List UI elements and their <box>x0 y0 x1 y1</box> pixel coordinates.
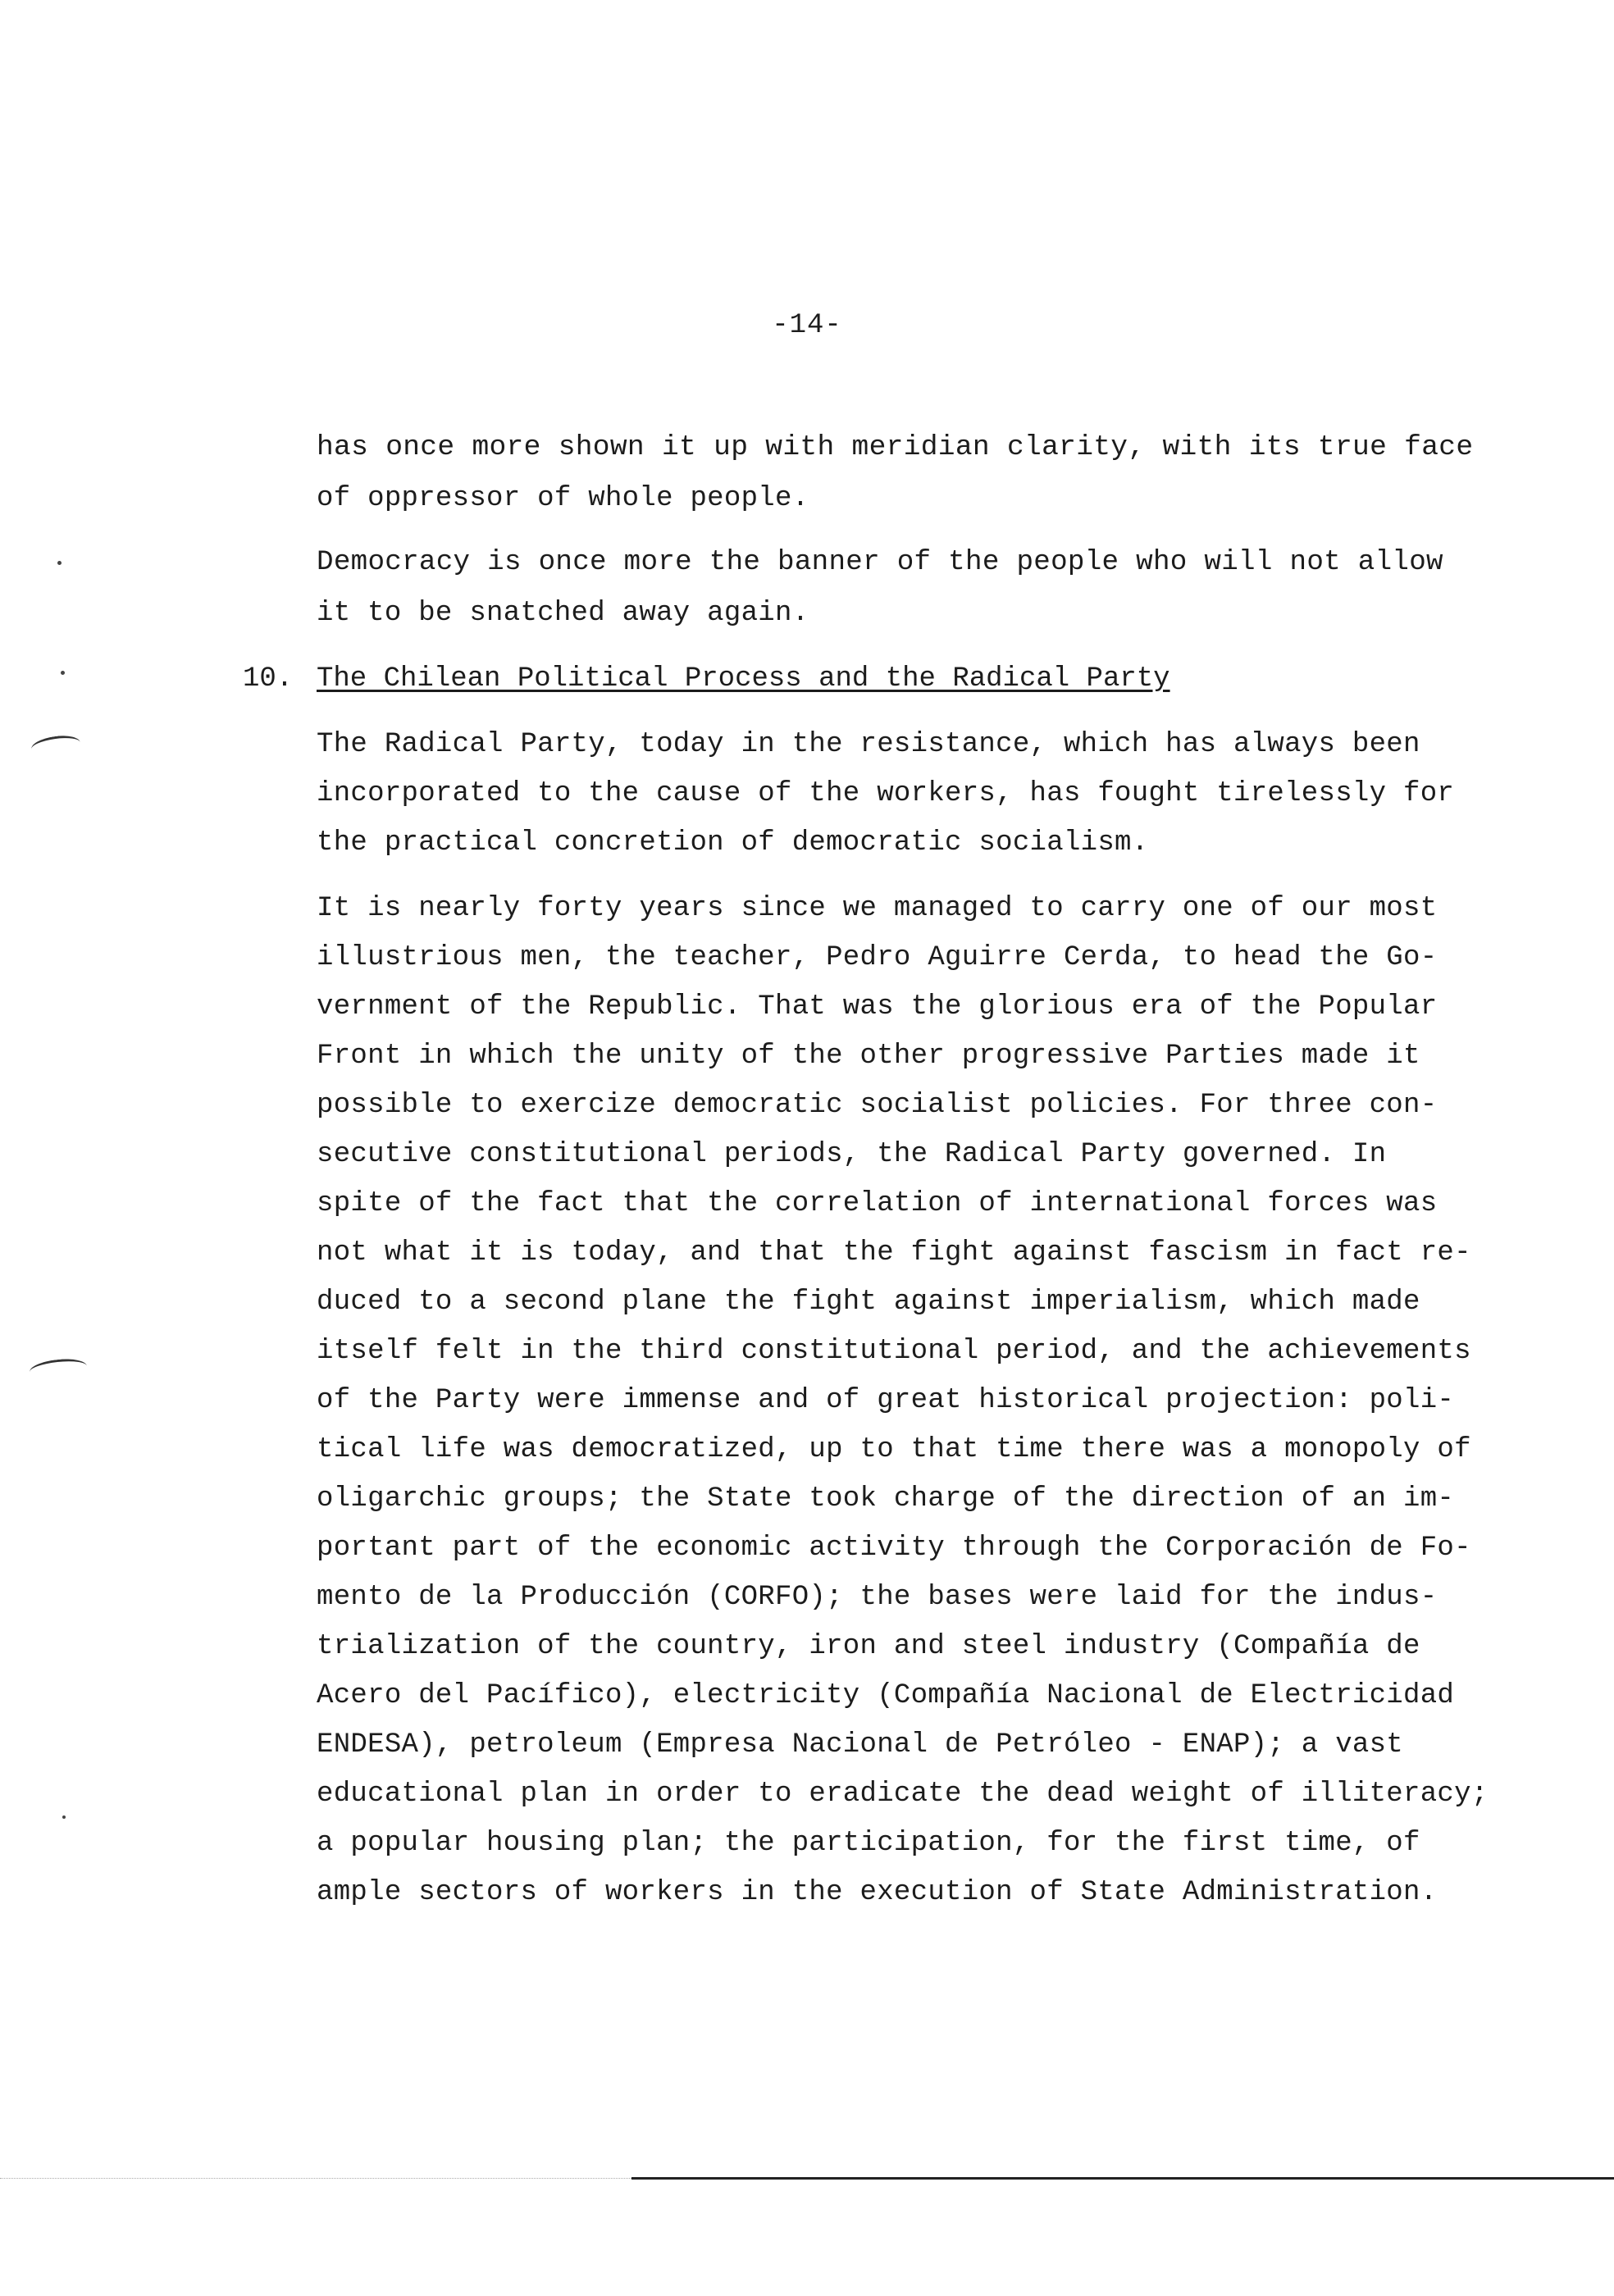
text-line: ample sectors of workers in the execution of State Administration. <box>317 1877 1438 1908</box>
text-line: tical life was democratized, up to that time there was a monopoly of <box>317 1434 1471 1465</box>
text-line: incorporated to the cause of the workers, has fought tirelessly for <box>317 778 1455 809</box>
text-line: illustrious men, the teacher, Pedro Aguirre Cerda, to head the Go- <box>317 942 1438 973</box>
text-line: portant part of the economic activity through the Corporación de Fo- <box>317 1533 1471 1564</box>
text-line: Acero del Pacífico), electricity (Compañía Nacional de Electricidad <box>317 1680 1455 1711</box>
text-line: has once more shown it up with meridian clarity, with its true face <box>317 431 1474 463</box>
margin-hole-mark <box>30 733 82 758</box>
text-line: itself felt in the third constitutional period, and the achievements <box>317 1336 1471 1367</box>
text-line: of the Party were immense and of great historical projection: poli- <box>317 1385 1455 1416</box>
section-number: 10. <box>243 663 294 695</box>
text-line: duced to a second plane the fight against imperialism, which made <box>317 1287 1420 1318</box>
text-line: Front in which the unity of the other progressive Parties made it <box>317 1041 1420 1072</box>
text-line: Democracy is once more the banner of the people who will not allow <box>317 547 1443 578</box>
text-line: spite of the fact that the correlation of international forces was <box>317 1188 1438 1219</box>
text-line: secutive constitutional periods, the Radical Party governed. In <box>317 1139 1387 1170</box>
text-line: educational plan in order to eradicate the dead weight of illiteracy; <box>317 1779 1489 1810</box>
footer-rule-faint <box>0 2178 631 2179</box>
scan-speck <box>57 561 62 565</box>
text-line: possible to exercize democratic socialist policies. For three con- <box>317 1090 1438 1121</box>
text-line: the practical concretion of democratic socialism. <box>317 827 1149 859</box>
scan-speck <box>61 671 65 675</box>
text-line: a popular housing plan; the participation, for the first time, of <box>317 1828 1420 1859</box>
text-line: it to be snatched away again. <box>317 598 809 629</box>
text-line: ENDESA), petroleum (Empresa Nacional de Petróleo - ENAP); a vast <box>317 1729 1404 1761</box>
text-line: of oppressor of whole people. <box>317 483 809 514</box>
margin-hole-mark <box>29 1356 88 1381</box>
text-line: vernment of the Republic. That was the glorious era of the Popular <box>317 991 1438 1023</box>
text-line: mento de la Producción (CORFO); the bases were laid for the indus- <box>317 1582 1438 1613</box>
page-number: -14- <box>772 310 842 341</box>
footer-rule <box>631 2177 1614 2180</box>
text-line: The Radical Party, today in the resistance, which has always been <box>317 729 1420 760</box>
scan-speck <box>62 1815 66 1819</box>
text-line: oligarchic groups; the State took charge of the direction of an im- <box>317 1483 1455 1515</box>
text-line: It is nearly forty years since we managed to carry one of our most <box>317 893 1438 924</box>
text-line: trialization of the country, iron and steel industry (Compañía de <box>317 1631 1420 1662</box>
section-title: The Chilean Political Process and the Radical Party <box>317 663 1170 695</box>
text-line: not what it is today, and that the fight against fascism in fact re- <box>317 1237 1471 1269</box>
